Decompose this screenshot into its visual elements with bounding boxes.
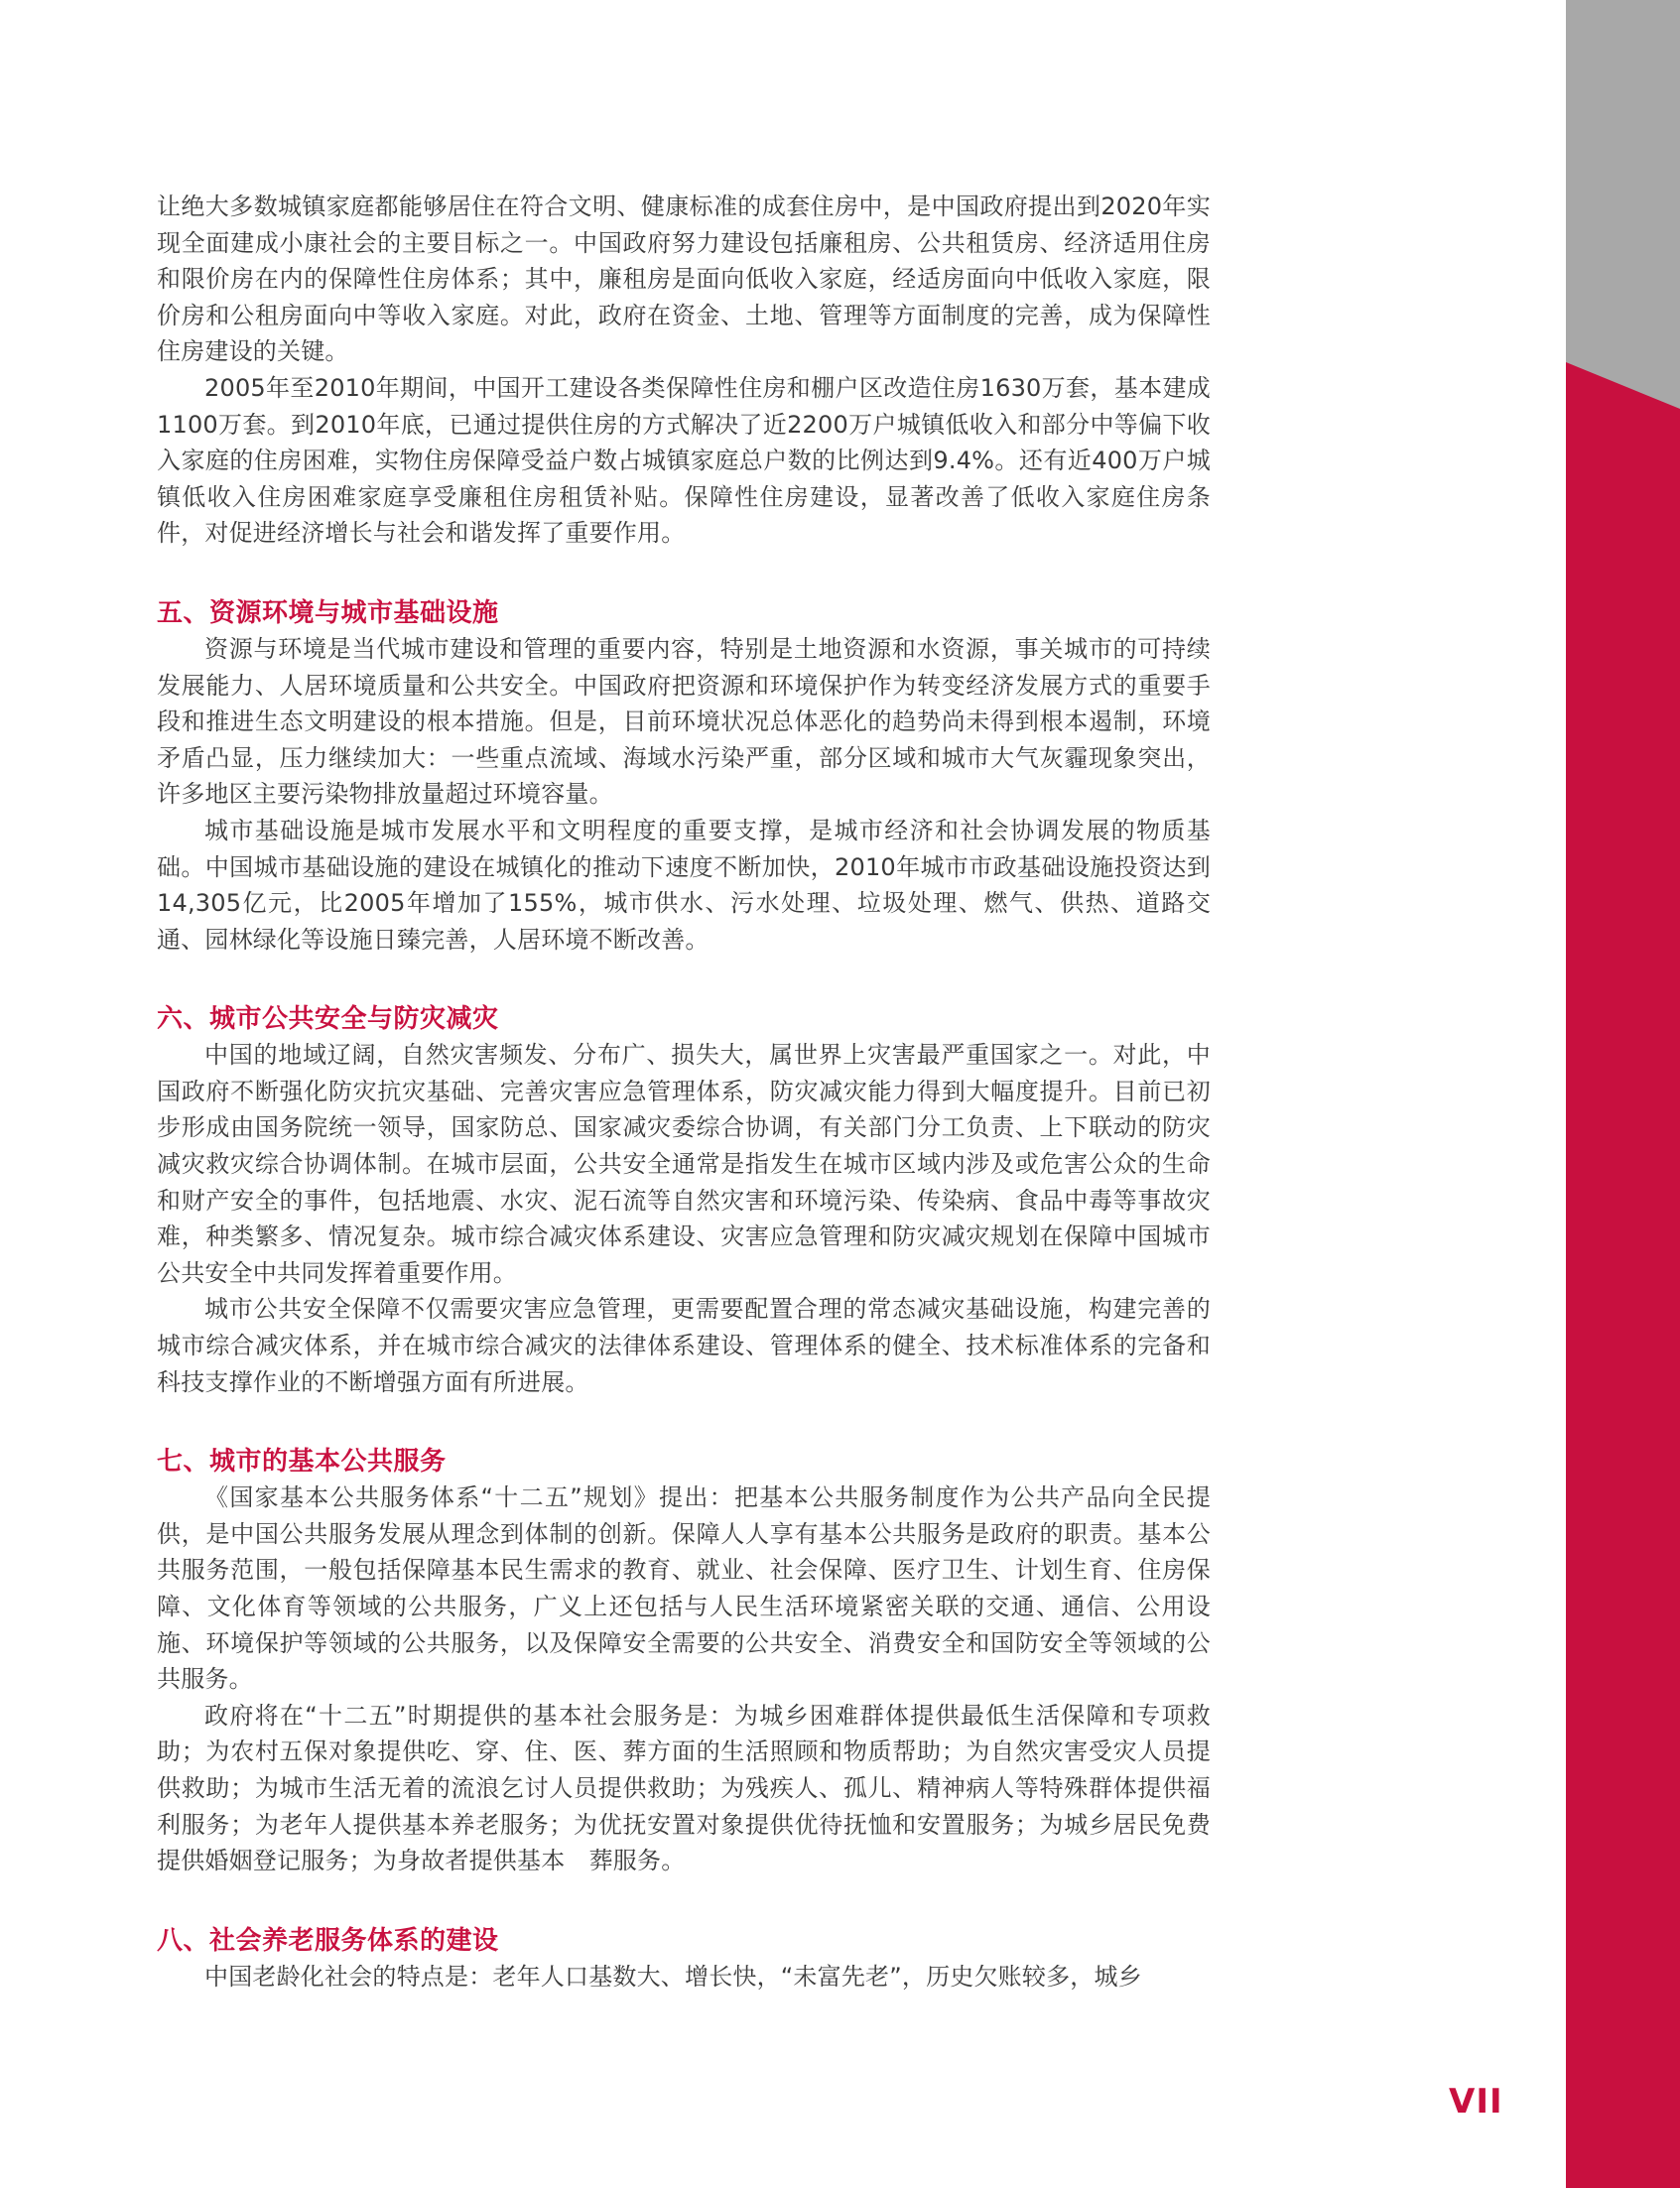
section-paragraph: 城市基础设施是城市发展水平和文明程度的重要支撑，是城市经济和社会协调发展的物质基础。中国城市基础设施的建设在城镇化的推动下速度不断加快，2010年城市市政基础设施投资达到14,305亿元，比2005年增加了155%，城市供水、污水处理、垃圾处理、燃气、供热、道路交通、园林绿化等设施日臻完善，人居环境不断改善。 [157,816,1211,954]
section-heading: 五、资源环境与城市基础设施 [157,597,499,628]
section-heading: 六、城市公共安全与防灾减灾 [157,1004,499,1035]
section-paragraph: 中国的地域辽阔，自然灾害频发、分布广、损失大，属世界上灾害最严重国家之一。对此，中国政府不断强化防灾抗灾基础、完善灾害应急管理体系，防灾减灾能力得到大幅度提升。目前已初步形成由国务院统一领导，国家防总、国家减灾委综合协调，有关部门分工负责、上下联动的防灾减灾救灾综合协调体制。在城市层面，公共安全通常是指发生在城市区域内涉及或危害公众的生命和财产安全的事件，包括地震、水灾、泥石流等自然灾害和环境污染、传染病、食品中毒等事故灾难，种类繁多、情况复杂。城市综合减灾体系建设、灾害应急管理和防灾减灾规划在保障中国城市公共安全中共同发挥着重要作用。 [157,1041,1211,1287]
decorative-sidebar [1566,0,1680,2188]
section-paragraph: 中国老龄化社会的特点是：老年人口基数大、增长快，“未富先老”，历史欠账较多，城乡 [204,1962,1142,1991]
section-elderly-care [157,1923,1211,1995]
section-resources-environment [157,595,1211,958]
page-number: VII [1449,2082,1503,2122]
intro-paragraph-2: 2005年至2010年期间，中国开工建设各类保障性住房和棚户区改造住房1630万套，基本建成1100万套。到2010年底，已通过提供住房的方式解决了近2200万户城镇低收入和部分中等偏下收入家庭的住房困难，实物住房保障受益户数占城镇家庭总户数的比例达到9.4%。还有近400万户城镇低收入住房困难家庭享受廉租住房租赁补贴。保障性住房建设，显著改善了低收入家庭住房条件，对促进经济增长与社会和谐发挥了重要作用。 [157,373,1211,548]
section-paragraph: 《国家基本公共服务体系“十二五”规划》提出：把基本公共服务制度作为公共产品向全民提供，是中国公共服务发展从理念到体制的创新。保障人人享有基本公共服务是政府的职责。基本公共服务范围，一般包括保障基本民生需求的教育、就业、社会保障、医疗卫生、计划生育、住房保障、文化体育等领域的公共服务，广义上还包括与人民生活环境紧密关联的交通、通信、公用设施、环境保护等领域的公共服务，以及保障安全需要的公共安全、消费安全和国防安全等领域的公共服务。 [157,1483,1211,1694]
section-paragraph: 城市公共安全保障不仅需要灾害应急管理，更需要配置合理的常态减灾基础设施，构建完善的城市综合减灾体系，并在城市综合减灾的法律体系建设、管理体系的健全、技术标准体系的完备和科技支撑作业的不断增强方面有所进展。 [157,1295,1211,1396]
section-heading: 八、社会养老服务体系的建设 [157,1925,499,1956]
section-paragraph: 资源与环境是当代城市建设和管理的重要内容，特别是土地资源和水资源，事关城市的可持续发展能力、人居环境质量和公共安全。中国政府把资源和环境保护作为转变经济发展方式的重要手段和推进生态文明建设的根本措施。但是，目前环境状况总体恶化的趋势尚未得到根本遏制，环境矛盾凸显，压力继续加大：一些重点流域、海域水污染严重，部分区域和城市大气灰霾现象突出，许多地区主要污染物排放量超过环境容量。 [157,634,1211,809]
intro-paragraph-1: 让绝大多数城镇家庭都能够居住在符合文明、健康标准的成套住房中，是中国政府提出到2020年实现全面建成小康社会的主要目标之一。中国政府努力建设包括廉租房、公共租赁房、经济适用住房和限价房在内的保障性住房体系；其中，廉租房是面向低收入家庭，经适房面向中低收入家庭，限价房和公租房面向中等收入家庭。对此，政府在资金、土地、管理等方面制度的完善，成为保障性住房建设的关键。 [157,193,1211,366]
sidebar-graphic [1566,0,1680,2188]
section-public-services [157,1444,1211,1879]
section-paragraph: 政府将在“十二五”时期提供的基本社会服务是：为城乡困难群体提供最低生活保障和专项救助；为农村五保对象提供吃、穿、住、医、葬方面的生活照顾和物质帮助；为自然灾害受灾人员提供救助；为城市生活无着的流浪乞讨人员提供救助；为残疾人、孤儿、精神病人等特殊群体提供福利服务；为老年人提供基本养老服务；为优抚安置对象提供优待抚恤和安置服务；为城乡居民免费提供婚姻登记服务；为身故者提供基本 葬服务。 [157,1701,1211,1875]
section-heading: 七、城市的基本公共服务 [157,1447,447,1478]
section-public-safety [157,1001,1211,1400]
sidebar-red-band [1566,362,1680,2188]
page-content [157,189,1211,1995]
